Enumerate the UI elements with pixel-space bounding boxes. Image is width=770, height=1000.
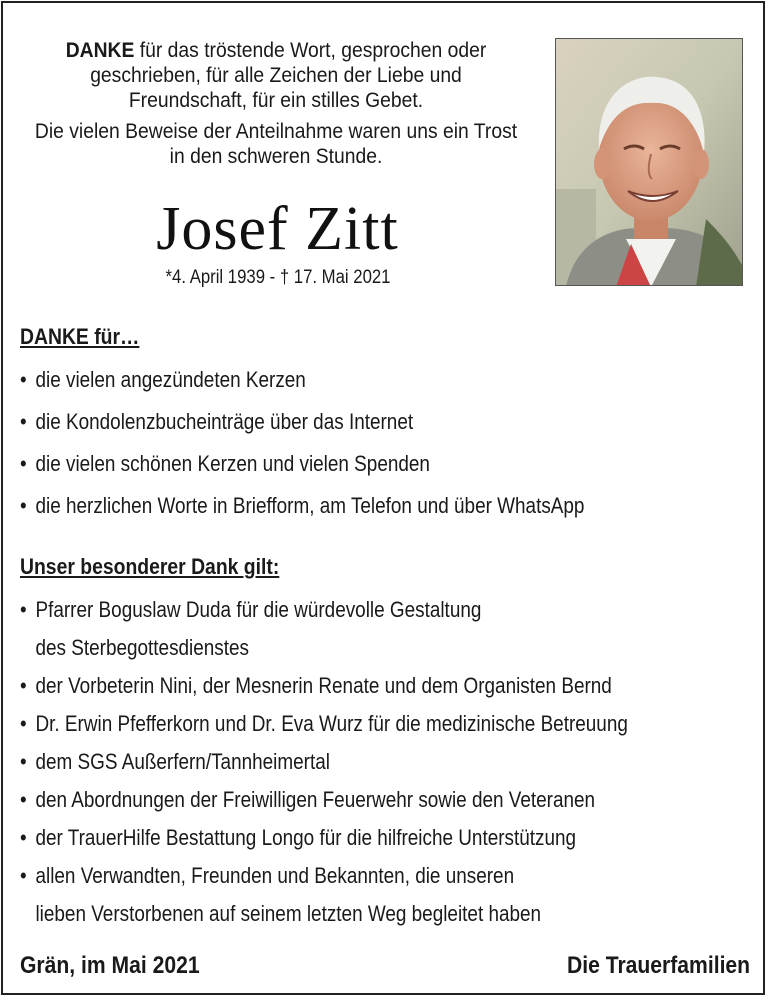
bullet-icon: • <box>20 749 27 774</box>
special-thanks-list <box>20 596 727 938</box>
bullet-icon: • <box>20 367 27 392</box>
bullet-icon: • <box>20 673 27 698</box>
intro-text <box>33 38 519 169</box>
bullet-icon: • <box>20 597 27 622</box>
portrait-photo <box>555 38 743 286</box>
list-item: • der TrauerHilfe Bestattung Longo für die hilfreiche Unterstützung <box>20 825 577 850</box>
bullet-icon: • <box>20 711 27 736</box>
list-item: • die Kondolenzbucheinträge über das Internet <box>20 409 414 434</box>
list-item: • allen Verwandten, Freunden und Bekannten, die unseren lieben Verstorbenen auf seinem letzten Weg begleitet haben <box>20 863 542 926</box>
intro-lead-word: DANKE <box>65 39 135 62</box>
thanks-list <box>20 366 676 534</box>
bullet-icon: • <box>20 825 27 850</box>
portrait-illustration <box>556 39 743 286</box>
intro-lead-rest: für das tröstende Wort, gesprochen oder geschrieben, für alle Zeichen der Liebe und Freundschaft, für ein stilles Gebet. <box>90 39 487 112</box>
bullet-icon: • <box>20 493 27 518</box>
bullet-icon: • <box>20 787 27 812</box>
list-item: • Pfarrer Boguslaw Duda für die würdevolle Gestaltung des Sterbegottesdienstes <box>20 597 482 660</box>
list-item: • die herzlichen Worte in Briefform, am Telefon und über WhatsApp <box>20 493 585 518</box>
deceased-name: Josef Zitt <box>156 195 399 263</box>
list-item: • die vielen angezündeten Kerzen <box>20 367 306 392</box>
bullet-icon: • <box>20 451 27 476</box>
list-item: • Dr. Erwin Pfefferkorn und Dr. Eva Wurz für die medizinische Betreuung <box>20 711 628 736</box>
list-item: • der Vorbeterin Nini, der Mesnerin Renate und dem Organisten Bernd <box>20 673 612 698</box>
thanks-heading: DANKE für… <box>20 324 140 349</box>
intro-paragraph-1 <box>33 38 519 113</box>
bullet-icon: • <box>20 863 27 888</box>
place-date: Grän, im Mai 2021 <box>20 952 200 979</box>
intro-paragraph-2: Die vielen Beweise der Anteilnahme waren uns ein Trost in den schweren Stunde. <box>34 120 518 168</box>
signature: Die Trauerfamilien <box>566 952 750 979</box>
bullet-icon: • <box>20 409 27 434</box>
list-item: • den Abordnungen der Freiwilligen Feuerwehr sowie den Veteranen <box>20 787 596 812</box>
life-dates: *4. April 1939 - † 17. Mai 2021 <box>165 267 391 288</box>
list-item: • dem SGS Außerfern/Tannheimertal <box>20 749 330 774</box>
list-item: • die vielen schönen Kerzen und vielen Spenden <box>20 451 430 476</box>
special-thanks-heading: Unser besonderer Dank gilt: <box>20 554 280 579</box>
